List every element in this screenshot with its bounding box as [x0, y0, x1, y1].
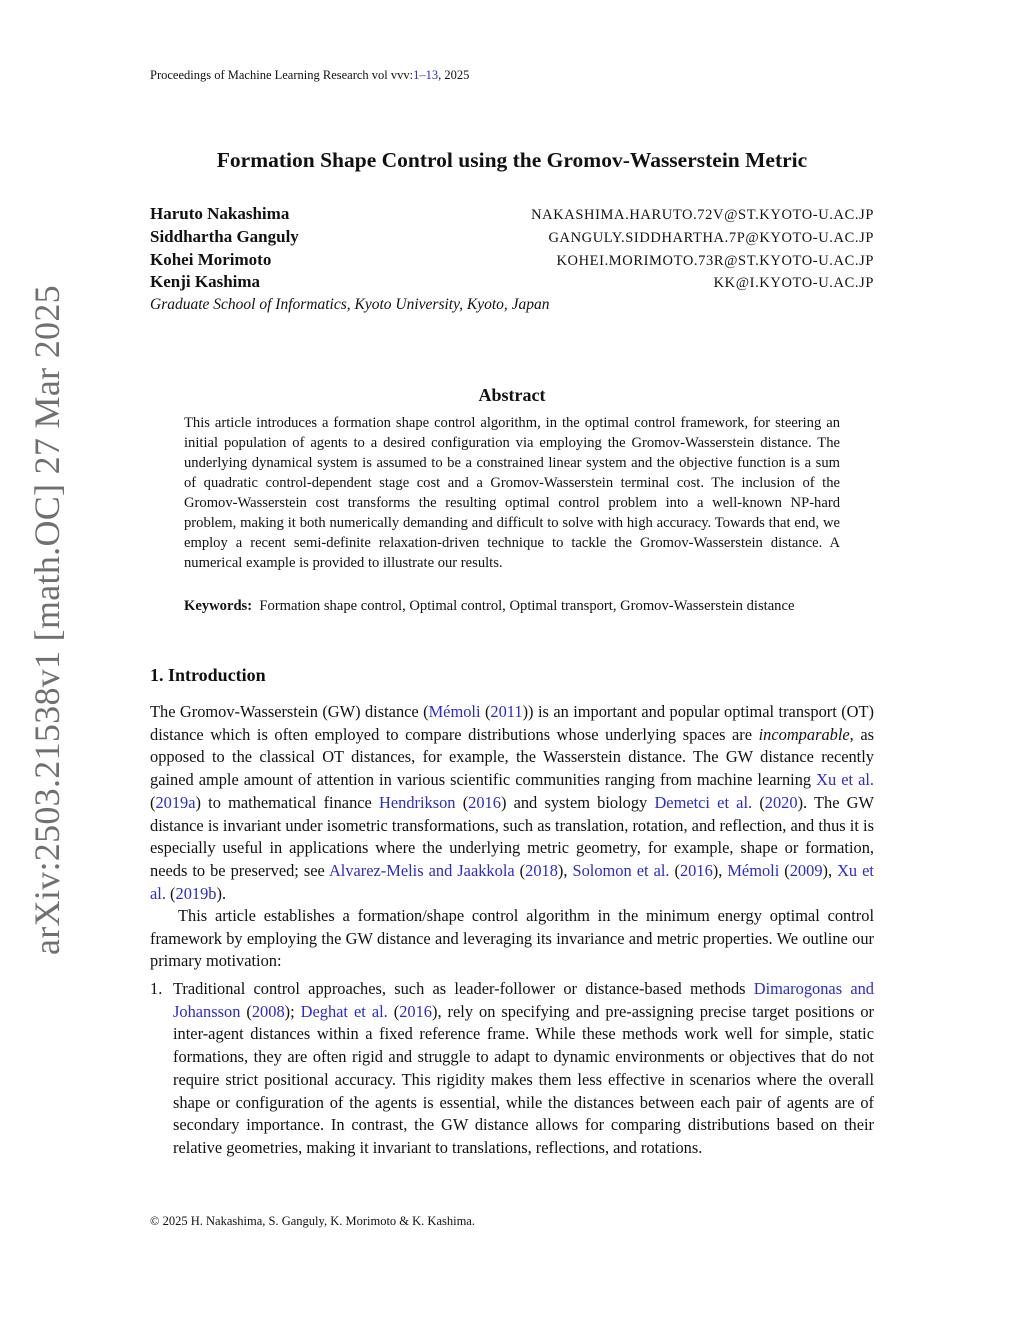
keywords-label: Keywords: — [184, 598, 253, 614]
journal-header-text: Proceedings of Machine Learning Research vol vvv: — [150, 68, 414, 82]
author-email: GANGULY.SIDDHARTHA.7P@KYOTO-U.AC.JP — [548, 230, 874, 246]
affiliation: Graduate School of Informatics, Kyoto University, Kyoto, Japan — [150, 296, 550, 313]
author-name: Kohei Morimoto — [150, 250, 272, 269]
citation-link[interactable]: Solomon et al. — [572, 860, 670, 880]
author-row — [150, 227, 874, 249]
citation-link[interactable]: Alvarez-Melis and Jaakkola — [328, 860, 515, 880]
citation-link[interactable]: 2019b — [175, 883, 217, 903]
copyright-footer: © 2025 H. Nakashima, S. Ganguly, K. Morimoto & K. Kashima. — [150, 1214, 475, 1228]
text-run: ) and system biology — [500, 792, 655, 812]
text-run: ), — [822, 860, 838, 880]
citation-link[interactable]: 2020 — [764, 792, 798, 812]
text-run: ( — [669, 860, 680, 880]
text-run: ( — [514, 860, 526, 880]
text-run: ( — [752, 792, 765, 812]
citation-link[interactable]: 2018 — [525, 860, 558, 880]
citation-link[interactable]: Xu et al. — [150, 860, 874, 903]
paper-title: Formation Shape Control using the Gromov-Wasserstein Metric — [216, 148, 808, 172]
intro-paragraph-2: This article establishes a formation/shape control algorithm in the minimum energy optimal control framework by employing the GW distance and leveraging its invariance and metric properties. We outline our primary motivation: — [150, 906, 874, 971]
citation-link[interactable]: Demetci et al. — [654, 792, 753, 812]
citation-link[interactable]: 2011 — [490, 702, 523, 721]
text-run: ). — [216, 883, 227, 903]
author-name: Haruto Nakashima — [150, 204, 290, 223]
text-run: ( — [480, 702, 491, 721]
citation-link[interactable]: Deghat et al. — [300, 1001, 388, 1021]
citation-link[interactable]: 2016 — [468, 792, 501, 812]
author-name: Siddhartha Ganguly — [150, 227, 299, 246]
journal-header — [150, 68, 469, 83]
abstract-heading: Abstract — [478, 385, 546, 405]
page-range-link[interactable]: 1–13 — [413, 68, 439, 82]
intro-paragraph-1 — [150, 701, 874, 905]
citation-link[interactable]: Mémoli — [727, 860, 780, 880]
text-run: ); — [284, 1001, 301, 1021]
list-number: 1. — [150, 979, 163, 998]
text-run: ), rely on specifying and pre-assigning precise target positions or inter-agent distances within a fixed reference frame. While these methods work well for simple, static formations, they are often rigid and struggle to adapt to dynamic environments or objectives that do not require strict positional accuracy. This rigidity makes them less effective in scenarios where the overall shape or configuration of the agents is essential, while the distances between each pair of agents are of secondary importance. In contrast, the GW distance allows for comparing distributions based on their relative geometries, making it invariant to translations, reflections, and rotations. — [173, 1001, 874, 1157]
citation-link[interactable]: Dimarogonas and Johansson — [173, 979, 874, 1021]
text-run: ( — [240, 1001, 252, 1021]
citation-link[interactable]: 2016 — [679, 860, 713, 880]
list-item-text — [173, 978, 874, 1160]
arxiv-stamp: arXiv:2503.21538v1 [math.OC] 27 Mar 2025 — [27, 285, 67, 955]
text-run: )) is an important and popular optimal transport (OT) distance which is often employed to compare distributions whose underlying spaces are — [150, 702, 874, 744]
abstract-text: This article introduces a formation shape control algorithm, in the optimal control framework, for steering an initial population of agents to a desired configuration via employing the Gromov-Wasserstein distance. The underlying dynamical system is assumed to be a constrained linear system and the objective function is a sum of quadratic control-dependent stage cost and a Gromov-Wasserstein terminal cost. The inclusion of the Gromov-Wasserstein cost transforms the resulting optimal control problem into a well-known NP-hard problem, making it both numerically demanding and difficult to solve with high accuracy. Towards that end, we employ a recent semi-definite relaxation-driven technique to tackle the Gromov-Wasserstein distance. A numerical example is provided to illustrate our results. — [184, 415, 840, 571]
keywords — [184, 596, 840, 616]
citation-link[interactable]: 2016 — [399, 1001, 432, 1021]
text-run: The Gromov-Wasserstein (GW) distance ( — [150, 702, 429, 721]
text-run: ( — [455, 792, 469, 812]
section-heading: 1. Introduction — [150, 665, 266, 685]
author-row — [150, 204, 874, 226]
text-run: ( — [150, 792, 156, 812]
author-row — [150, 250, 874, 272]
author-email: KK@I.KYOTO-U.AC.JP — [713, 275, 874, 291]
author-email: NAKASHIMA.HARUTO.72V@ST.KYOTO-U.AC.JP — [531, 207, 874, 223]
text-run: ( — [779, 860, 790, 880]
text-run: ) to mathematical finance — [195, 792, 380, 812]
citation-link[interactable]: Hendrikson — [379, 792, 456, 812]
text-run: ), — [557, 860, 573, 880]
list-item — [150, 978, 874, 1160]
citation-link[interactable]: 2008 — [251, 1001, 285, 1021]
citation-link[interactable]: 2019a — [155, 792, 196, 812]
text-run: ). The GW distance is invariant under isometric transformations, such as translation, rotation, and reflection, and thus it is especially useful in applications where the underlying metric geometry, for example, shape or formation, needs to be preserved; see — [150, 792, 874, 880]
text-run: ), — [712, 860, 728, 880]
citation-link[interactable]: 2009 — [789, 860, 823, 880]
text-run: Traditional control approaches, such as leader-follower or distance-based methods — [173, 979, 754, 998]
keywords-text: Formation shape control, Optimal control, Optimal transport, Gromov-Wasserstein distance — [259, 598, 795, 614]
text-run: ( — [165, 883, 176, 903]
text-run: , as opposed to the classical OT distances, for example, the Wasserstein distance. The GW distance recently gained ample amount of attention in various scientific communities ranging from machine learning — [150, 724, 874, 790]
emphasis-text: incomparable — [758, 724, 850, 744]
text-run: ( — [387, 1001, 400, 1021]
author-name: Kenji Kashima — [150, 272, 261, 291]
citation-link[interactable]: Xu et al. — [816, 770, 874, 790]
author-email: KOHEI.MORIMOTO.73R@ST.KYOTO-U.AC.JP — [556, 253, 874, 269]
author-row — [150, 272, 874, 294]
citation-link[interactable]: Mémoli — [428, 702, 481, 721]
journal-year: , 2025 — [438, 68, 470, 82]
